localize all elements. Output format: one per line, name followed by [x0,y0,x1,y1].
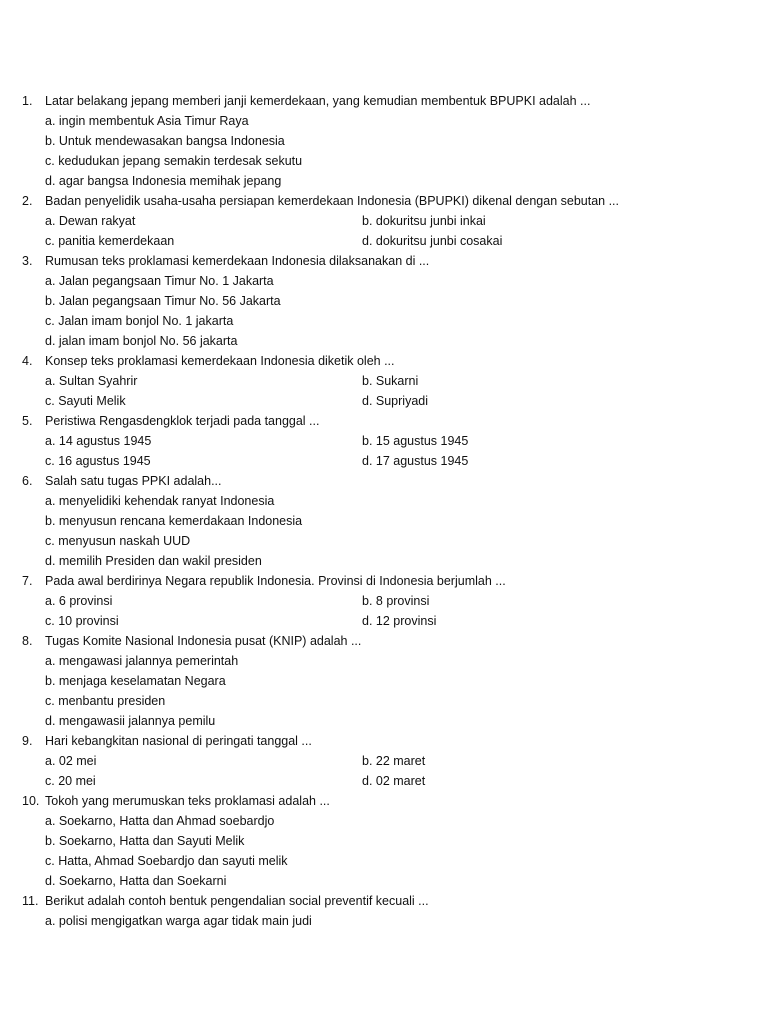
question-text: Pada awal berdirinya Negara republik Indonesia. Provinsi di Indonesia berjumlah ... [45,574,506,588]
option-c: c. Jalan imam bonjol No. 1 jakarta [45,314,234,328]
option-d: d. Soekarno, Hatta dan Soekarni [45,874,227,888]
option-a: a. Soekarno, Hatta dan Ahmad soebardjo [45,814,275,828]
question-8 [0,634,768,654]
option-b: b. Sukarni [362,374,419,388]
question-9 [0,734,768,754]
option-a: a. 14 agustus 1945 [45,434,152,448]
question-number: 3. [22,254,33,268]
question-number: 4. [22,354,33,368]
question-number: 1. [22,94,33,108]
option-c: c. 10 provinsi [45,614,119,628]
question-7 [0,574,768,594]
option-d: d. mengawasii jalannya pemilu [45,714,216,728]
question-4 [0,354,768,374]
option-a: a. Jalan pegangsaan Timur No. 1 Jakarta [45,274,274,288]
option-d: d. 12 provinsi [362,614,437,628]
option-b: b. 8 provinsi [362,594,430,608]
question-number: 2. [22,194,33,208]
question-3 [0,254,768,274]
option-a: a. Dewan rakyat [45,214,136,228]
option-b: b. Untuk mendewasakan bangsa Indonesia [45,134,285,148]
question-number: 9. [22,734,33,748]
question-text: Peristiwa Rengasdengklok terjadi pada tanggal ... [45,414,320,428]
question-number: 5. [22,414,33,428]
option-b: b. menjaga keselamatan Negara [45,674,226,688]
option-c: c. menbantu presiden [45,694,166,708]
option-c: c. Hatta, Ahmad Soebardjo dan sayuti melik [45,854,288,868]
option-d: d. Supriyadi [362,394,429,408]
question-number: 6. [22,474,33,488]
question-text: Badan penyelidik usaha-usaha persiapan kemerdekaan Indonesia (BPUPKI) dikenal dengan sebutan ... [45,194,619,208]
question-5 [0,414,768,434]
question-number: 11. [22,894,39,908]
option-b: b. menyusun rencana kemerdakaan Indonesia [45,514,303,528]
question-text: Salah satu tugas PPKI adalah... [45,474,222,488]
option-a: a. 6 provinsi [45,594,113,608]
question-text: Tugas Komite Nasional Indonesia pusat (KNIP) adalah ... [45,634,362,648]
option-b: b. dokuritsu junbi inkai [362,214,486,228]
option-d: d. 02 maret [362,774,426,788]
option-d: d. memilih Presiden dan wakil presiden [45,554,262,568]
option-b: b. 22 maret [362,754,426,768]
question-number: 8. [22,634,33,648]
option-a: a. polisi mengigatkan warga agar tidak main judi [45,914,312,928]
question-6 [0,474,768,494]
question-number: 10. [22,794,40,808]
option-d: d. dokuritsu junbi cosakai [362,234,503,248]
option-b: b. Jalan pegangsaan Timur No. 56 Jakarta [45,294,281,308]
option-a: a. mengawasi jalannya pemerintah [45,654,239,668]
option-c: c. kedudukan jepang semakin terdesak sekutu [45,154,303,168]
option-a: a. ingin membentuk Asia Timur Raya [45,114,249,128]
option-c: c. Sayuti Melik [45,394,126,408]
question-2 [0,194,768,214]
option-a: a. 02 mei [45,754,97,768]
option-c: c. menyusun naskah UUD [45,534,191,548]
option-d: d. 17 agustus 1945 [362,454,469,468]
option-c: c. 16 agustus 1945 [45,454,151,468]
option-a: a. menyelidiki kehendak ranyat Indonesia [45,494,275,508]
question-text: Tokoh yang merumuskan teks proklamasi adalah ... [45,794,330,808]
option-d: d. agar bangsa Indonesia memihak jepang [45,174,282,188]
question-11 [0,894,768,914]
question-text: Konsep teks proklamasi kemerdekaan Indonesia diketik oleh ... [45,354,395,368]
option-b: b. 15 agustus 1945 [362,434,469,448]
question-text: Rumusan teks proklamasi kemerdekaan Indonesia dilaksanakan di ... [45,254,430,268]
option-c: c. panitia kemerdekaan [45,234,175,248]
question-1 [0,94,768,114]
option-b: b. Soekarno, Hatta dan Sayuti Melik [45,834,245,848]
question-number: 7. [22,574,33,588]
question-10 [0,794,768,814]
question-text: Hari kebangkitan nasional di peringati tanggal ... [45,734,312,748]
question-text: Berikut adalah contoh bentuk pengendalian social preventif kecuali ... [45,894,429,908]
question-text: Latar belakang jepang memberi janji kemerdekaan, yang kemudian membentuk BPUPKI adalah ... [45,94,591,108]
option-c: c. 20 mei [45,774,96,788]
option-a: a. Sultan Syahrir [45,374,138,388]
option-d: d. jalan imam bonjol No. 56 jakarta [45,334,238,348]
